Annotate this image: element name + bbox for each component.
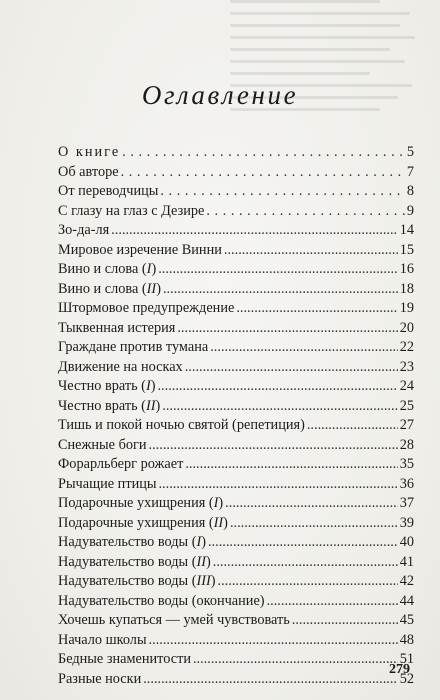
toc-entry [58,611,414,631]
toc-entry-title: Честно врать (II) [58,397,161,414]
toc-entry-page: 37 [399,495,414,511]
toc-entry-page: 14 [399,222,414,238]
toc-leader-dots [193,650,398,670]
toc-entry [58,319,414,339]
toc-entry-page: 27 [399,417,414,433]
page-title: Оглавление [141,80,299,110]
toc-leader-dots [163,280,398,300]
toc-entry-title: Честно врать (I) [58,378,156,394]
toc-entry-page: 19 [399,300,414,316]
toc-entry [58,163,414,183]
toc-leader-dots [208,533,398,553]
toc-leader-dots [162,397,397,417]
table-of-contents [58,143,414,689]
toc-leader-dots [230,514,398,534]
toc-entry-page: 9 [406,202,414,219]
toc-entry-page: 36 [399,475,414,492]
toc-entry [58,572,414,592]
toc-entry-page: 42 [399,573,414,589]
toc-entry [58,416,414,436]
toc-entry-title: Надувательство воды (окончание) [58,592,265,609]
page-number: 279 [389,662,410,677]
toc-leader-dots [157,377,397,397]
toc-entry-title: Штормовое предупреждение [58,300,235,316]
toc-entry [58,143,414,163]
toc-entry [58,241,414,261]
toc-entry-title: Хочешь купаться — умей чувствовать [58,612,290,628]
toc-entry-page: 41 [399,553,414,570]
toc-entry-title: Подарочные ухищрения (I) [58,495,224,511]
toc-leader-dots [111,221,398,241]
toc-entry-title: Форарльберг рожает [58,456,184,472]
toc-leader-dots [224,241,398,261]
toc-entry-page: 7 [406,163,414,180]
toc-entry-page: 23 [399,358,414,375]
toc-entry-title: От переводчицы [58,183,159,199]
toc-entry-title: Рычащие птицы [58,475,157,492]
toc-leader-dots [121,163,405,183]
toc-entry [58,299,414,319]
toc-leader-dots [177,319,397,339]
toc-entry-title: Подарочные ухищрения (II) [58,514,228,531]
toc-entry [58,358,414,378]
toc-leader-dots [122,143,405,163]
toc-entry-page: 22 [399,339,414,355]
toc-entry-title: Тишь и покой ночью святой (репетиция) [58,417,305,433]
toc-entry [58,514,414,534]
toc-entry-page: 15 [399,241,414,258]
toc-leader-dots [307,416,398,436]
toc-leader-dots [225,494,398,514]
toc-leader-dots [158,260,398,280]
toc-entry-page: 28 [399,436,414,453]
toc-leader-dots [292,611,398,631]
toc-entry-page: 8 [406,183,414,199]
toc-entry-title: Снежные боги [58,436,147,453]
toc-entry [58,280,414,300]
toc-leader-dots [213,553,398,573]
toc-entry [58,475,414,495]
toc-leader-dots [158,475,397,495]
toc-entry-page: 20 [399,319,414,336]
toc-entry [58,202,414,222]
toc-entry-page: 39 [399,514,414,531]
toc-entry [58,436,414,456]
show-through-previous-page [230,0,420,150]
toc-entry [58,494,414,514]
toc-entry [58,455,414,475]
toc-entry [58,338,414,358]
toc-leader-dots [149,631,398,651]
toc-entry [58,260,414,280]
toc-entry [58,592,414,612]
toc-entry-title: Разные носки [58,670,142,687]
toc-entry-title: С глазу на глаз с Дезире [58,202,205,219]
toc-entry-title: Вино и слова (I) [58,261,157,277]
toc-entry [58,553,414,573]
toc-entry [58,631,414,651]
toc-leader-dots [206,202,404,222]
toc-entry-page: 24 [399,378,414,394]
toc-entry-title: Об авторе [58,163,119,180]
toc-entry-page: 45 [399,612,414,628]
toc-entry [58,670,414,690]
toc-leader-dots [149,436,398,456]
toc-leader-dots [143,670,397,690]
toc-entry-title: О книге [58,144,121,160]
toc-entry [58,397,414,417]
toc-entry-title: Тыквенная истерия [58,319,176,336]
toc-entry-page: 51 [399,651,414,667]
toc-entry-title: Начало школы [58,631,147,648]
toc-leader-dots [185,358,398,378]
toc-entry-title: Бедные знаменитости [58,651,191,667]
toc-entry-page: 25 [399,397,414,414]
toc-entry-page: 16 [399,261,414,277]
toc-entry-page: 44 [399,592,414,609]
toc-entry-page: 18 [399,280,414,297]
toc-entry-page: 40 [399,534,414,550]
toc-entry-title: Зо-да-ля [58,222,110,238]
toc-entry [58,182,414,202]
toc-entry [58,221,414,241]
toc-entry-page: 35 [399,456,414,472]
toc-leader-dots [185,455,397,475]
toc-leader-dots [160,182,404,202]
toc-entry-page: 5 [406,144,414,160]
toc-entry-title: Надувательство воды (II) [58,553,211,570]
toc-entry [58,377,414,397]
toc-entry-title: Мировое изречение Винни [58,241,222,258]
toc-entry [58,533,414,553]
toc-entry-page: 48 [399,631,414,648]
toc-entry-title: Движение на носках [58,358,183,375]
toc-entry-title: Граждане против тумана [58,339,209,355]
toc-entry-title: Вино и слова (II) [58,280,161,297]
toc-entry-title: Надувательство воды (I) [58,534,206,550]
toc-leader-dots [218,572,398,592]
toc-leader-dots [210,338,397,358]
toc-entry [58,650,414,670]
toc-leader-dots [267,592,398,612]
toc-entry-title: Надувательство воды (III) [58,573,216,589]
toc-leader-dots [236,299,397,319]
toc-entry-page: 52 [399,670,414,687]
